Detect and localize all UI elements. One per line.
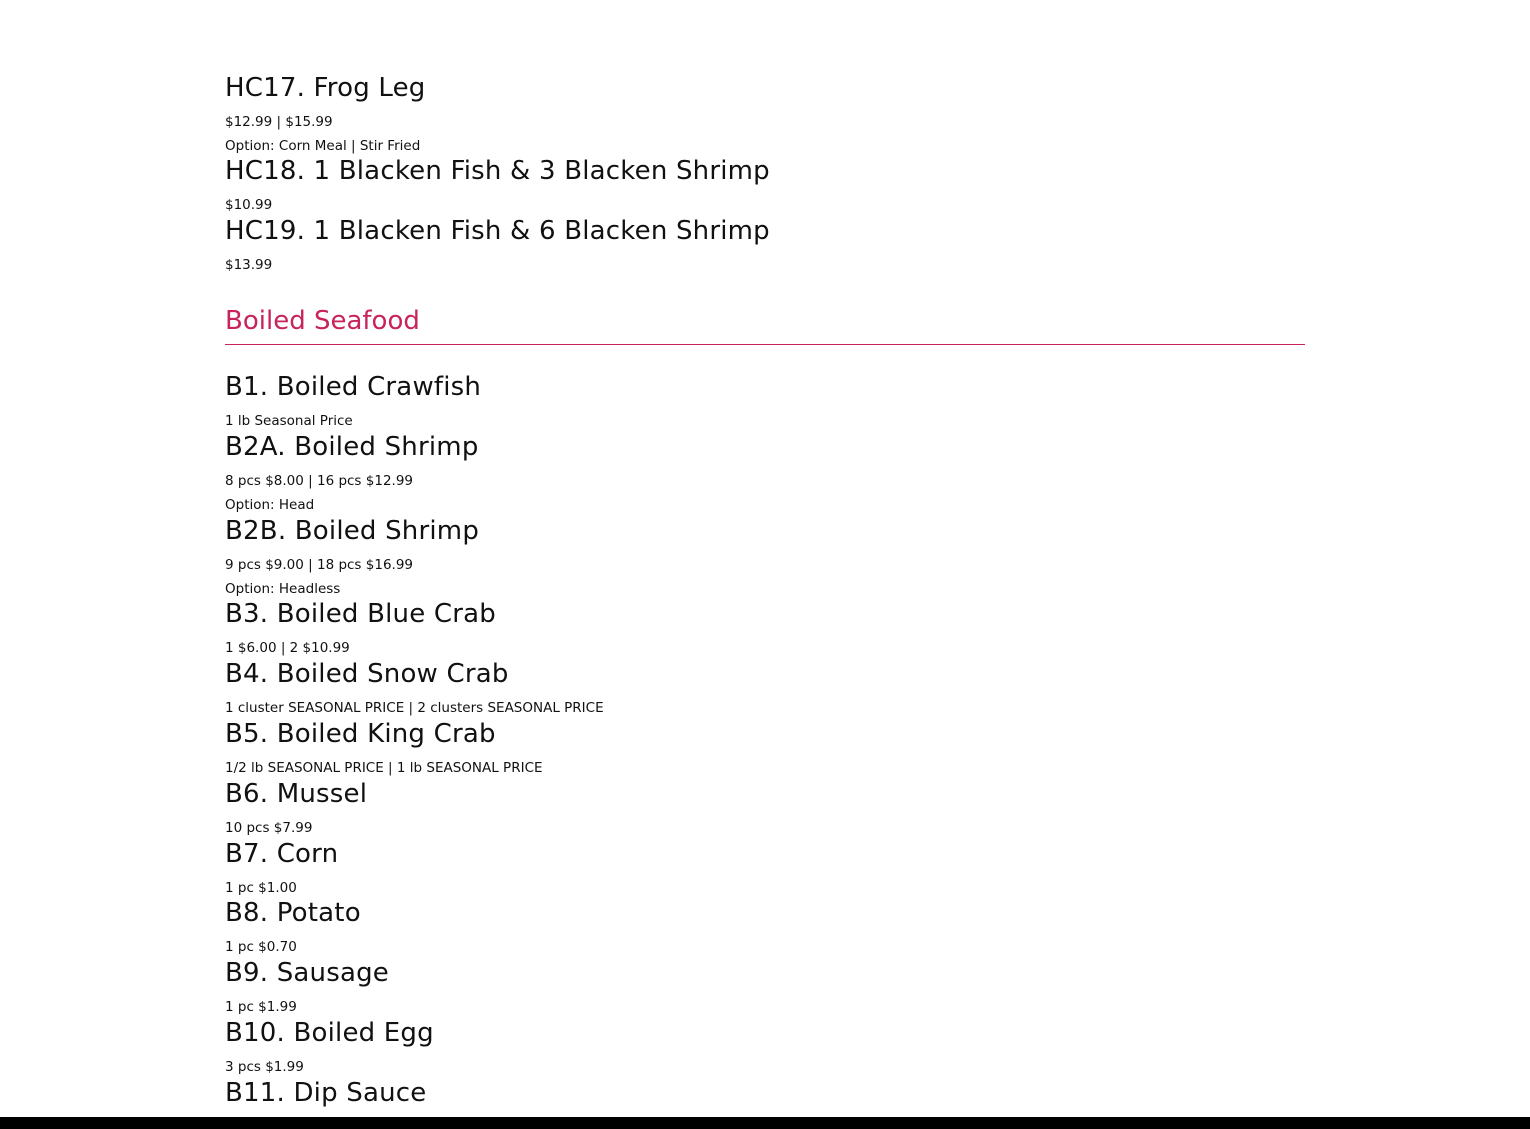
- menu-item-option: Option: Corn Meal | Stir Fried: [225, 138, 421, 154]
- menu-item-option: Option: Head: [225, 497, 315, 513]
- menu-item-option: Option: Headless: [225, 581, 341, 597]
- menu-item-title: B7. Corn: [225, 839, 339, 869]
- menu-item-title: B8. Potato: [225, 898, 361, 928]
- section-title-boiled-seafood: Boiled Seafood: [225, 306, 420, 336]
- menu-item-price: $12.99 | $15.99: [225, 114, 333, 130]
- menu-item-price: 1/2 lb SEASONAL PRICE | 1 lb SEASONAL PRICE: [225, 760, 543, 776]
- menu-item-title: HC19. 1 Blacken Fish & 6 Blacken Shrimp: [225, 216, 770, 246]
- menu-item-title: B2A. Boiled Shrimp: [225, 432, 479, 462]
- menu-item-title: B2B. Boiled Shrimp: [225, 516, 480, 546]
- menu-item-title: B10. Boiled Egg: [225, 1018, 434, 1048]
- menu-item-price: 8 pcs $8.00 | 16 pcs $12.99: [225, 473, 413, 489]
- menu-item-title: B4. Boiled Snow Crab: [225, 659, 509, 689]
- menu-item-title: B1. Boiled Crawfish: [225, 372, 482, 402]
- menu-item-title: B3. Boiled Blue Crab: [225, 599, 496, 629]
- menu-item-price: 10 pcs $7.99: [225, 820, 313, 836]
- menu-item-price: 1 pc $0.70: [225, 939, 297, 955]
- menu-item-title: B5. Boiled King Crab: [225, 719, 496, 749]
- menu-item-title: B11. Dip Sauce: [225, 1078, 427, 1108]
- menu-item-title: B9. Sausage: [225, 958, 390, 988]
- section-divider: [225, 344, 1305, 345]
- menu-item-price: 1 $6.00 | 2 $10.99: [225, 640, 350, 656]
- menu-item-title: B6. Mussel: [225, 779, 368, 809]
- menu-item-price: 3 pcs $1.99: [225, 1059, 304, 1075]
- menu-item-price: 1 pc $1.00: [225, 880, 297, 896]
- menu-item-title: HC18. 1 Blacken Fish & 3 Blacken Shrimp: [225, 156, 770, 186]
- bottom-bar: [0, 1117, 1530, 1129]
- menu-item-price: 9 pcs $9.00 | 18 pcs $16.99: [225, 557, 413, 573]
- menu-item-price: $10.99: [225, 197, 273, 213]
- menu-item-price: 1 pc $1.99: [225, 999, 297, 1015]
- menu-item-title: HC17. Frog Leg: [225, 73, 426, 103]
- menu-item-price: 1 lb Seasonal Price: [225, 413, 353, 429]
- menu-item-price: 1 cluster SEASONAL PRICE | 2 clusters SEASONAL PRICE: [225, 700, 604, 716]
- menu-item-price: $13.99: [225, 257, 273, 273]
